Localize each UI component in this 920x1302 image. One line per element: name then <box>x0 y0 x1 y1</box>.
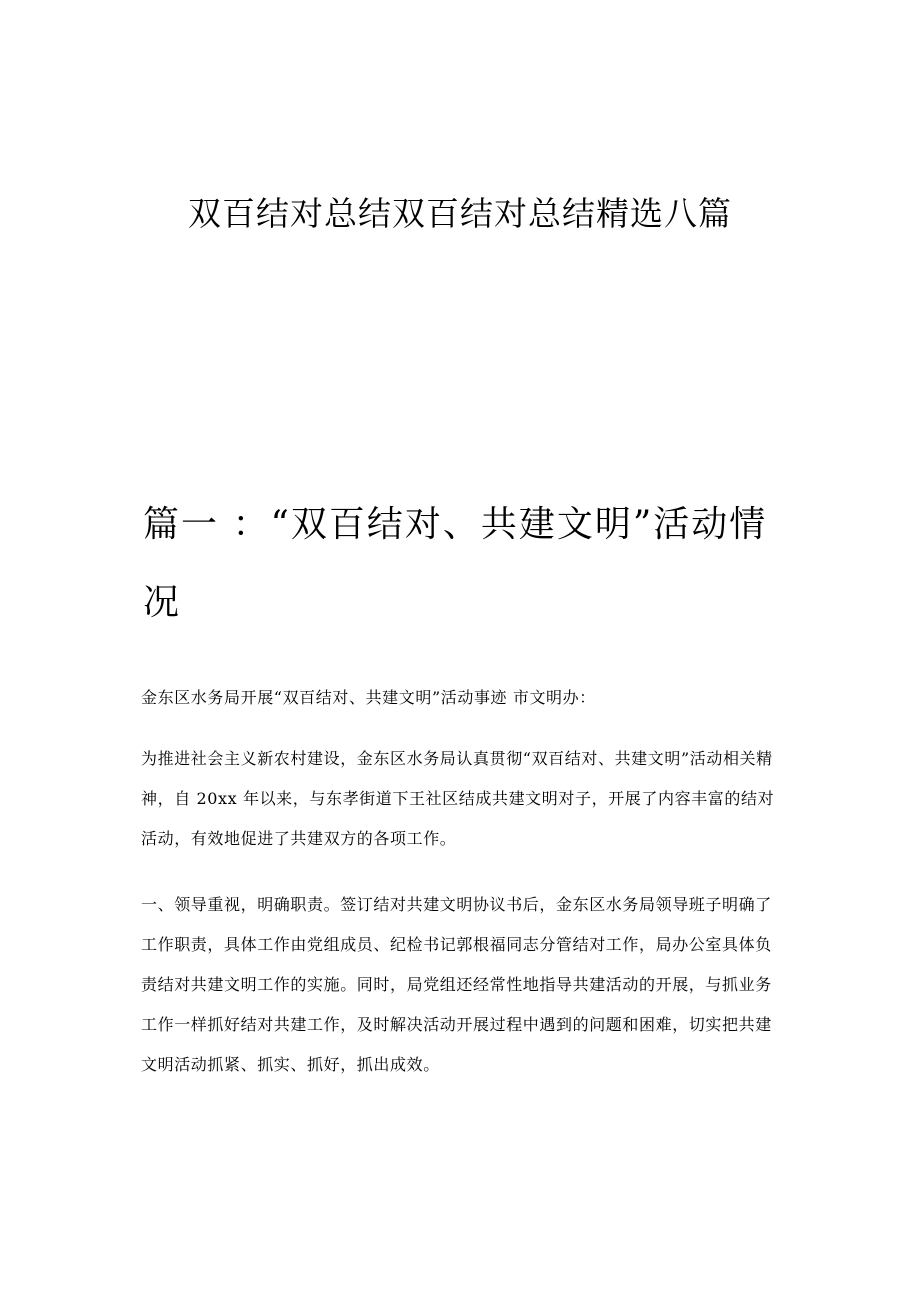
intro-paragraph: 金东区水务局开展“双百结对、共建文明”活动事迹 市文明办： <box>141 688 596 707</box>
body-paragraph: 为推进社会主义新农村建设，金东区水务局认真贯彻“双百结对、共建文明”活动相关精神，自 20xx 年以来，与东孝街道下王社区结成共建文明对子，开展了内容丰富的结对活动，有效地促进了共建双方的各项工作。 <box>141 749 775 848</box>
document-title: 双百结对总结双百结对总结精选八篇 <box>188 194 732 233</box>
body-paragraph: 一、领导重视，明确职责。签订结对共建文明协议书后，金东区水务局领导班子明确了工作职责，具体工作由党组成员、纪检书记郭根福同志分管结对工作，局办公室具体负责结对共建文明工作的实施。同时，局党组还经常性地指导共建活动的开展，与抓业务工作一样抓好结对共建工作，及时解决活动开展过程中遇到的问题和困难，切实把共建文明活动抓紧、抓实、抓好，抓出成效。 <box>141 895 772 1074</box>
section-heading: 篇一 ：“双百结对、共建文明”活动情况 <box>143 504 768 623</box>
